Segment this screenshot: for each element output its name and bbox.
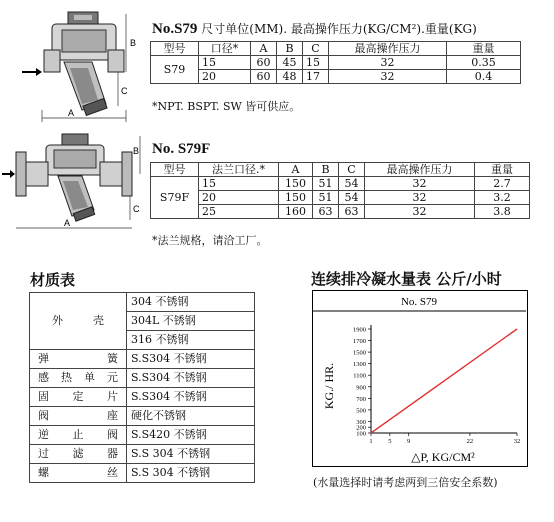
s79f-note: *法兰规格，请洽工厂。 (152, 234, 268, 247)
model-cell: S79 (151, 56, 199, 84)
table-cell: 17 (303, 70, 329, 84)
col-header: B (277, 42, 303, 56)
y-tick-label: 1700 (353, 338, 366, 346)
part-cell: 弹簧 (30, 350, 127, 369)
capacity-chart-box (312, 290, 528, 467)
table-cell: 63 (339, 205, 365, 219)
shell-label: 外壳 (30, 293, 127, 350)
dim-a-label-f: A (64, 218, 71, 228)
col-header: B (313, 163, 339, 177)
x-tick-label: 5 (388, 438, 392, 445)
y-tick-label: 700 (356, 395, 366, 403)
table-cell: 20 (199, 70, 251, 84)
table-row (151, 56, 521, 70)
s79-caption: 尺寸单位(MM). 最高操作压力(KG/CM²).重量(KG) (201, 22, 477, 36)
dim-b-label: B (130, 38, 137, 48)
table-row (151, 177, 530, 191)
table-cell: S.S 304 不锈钢 (127, 445, 255, 464)
dim-c-label: C (121, 86, 128, 96)
table-cell: 硬化不锈钢 (127, 407, 255, 426)
y-tick-label: 1100 (353, 372, 366, 380)
x-tick-label: 32 (513, 438, 521, 445)
y-tick-label: 500 (356, 407, 366, 415)
table-row (30, 445, 255, 464)
table-cell: S.S304 不锈钢 (127, 369, 255, 388)
table-header-row (151, 163, 530, 177)
table-cell: 51 (313, 177, 339, 191)
s79-note: *NPT. BSPT. SW 皆可供应。 (152, 100, 301, 113)
table-cell: 60 (251, 56, 277, 70)
dim-b-label-f: B (133, 146, 140, 156)
dim-c-label-f: C (133, 204, 140, 214)
part-cell: 过滤器 (30, 445, 127, 464)
table-row (30, 407, 255, 426)
table-row (30, 350, 255, 369)
table-cell: 15 (199, 56, 251, 70)
table-cell: 2.7 (475, 177, 530, 191)
col-header: 型号 (151, 42, 199, 56)
s79f-header (152, 141, 210, 158)
table-row (30, 388, 255, 407)
dim-a-label: A (68, 108, 75, 118)
y-tick-label: 1900 (353, 326, 366, 334)
table-row (30, 426, 255, 445)
col-header: C (303, 42, 329, 56)
table-cell: 3.8 (475, 205, 530, 219)
y-tick-label: 200 (356, 424, 366, 432)
table-cell: 15 (199, 177, 279, 191)
materials-table (29, 292, 255, 483)
s79f-model-title: No. S79F (152, 141, 211, 157)
part-cell: 固定片 (30, 388, 127, 407)
chart-title: No. S79 (400, 296, 438, 308)
s79-model-title: No.S79 (152, 21, 198, 37)
table-cell: 304L 不锈钢 (127, 312, 255, 331)
table-row (151, 70, 521, 84)
series-line (371, 329, 517, 433)
chart-xlabel: △P, KG/CM² (411, 450, 475, 464)
table-row (151, 205, 530, 219)
s79f-spec-table (150, 162, 530, 219)
table-cell: 20 (199, 191, 279, 205)
table-cell: 150 (279, 177, 313, 191)
table-cell: 32 (365, 205, 475, 219)
table-cell: S.S304 不锈钢 (127, 388, 255, 407)
y-tick-label: 1500 (353, 349, 366, 357)
table-cell: 0.35 (447, 56, 521, 70)
s79-drawing (22, 10, 147, 125)
y-tick-label: 100 (356, 430, 366, 438)
chart-ylabel: KG./ HR. (322, 362, 336, 410)
y-tick-label: 1300 (353, 361, 366, 369)
table-cell: 60 (251, 70, 277, 84)
model-cell: S79F (151, 177, 199, 219)
table-cell: 45 (277, 56, 303, 70)
part-cell: 阀座 (30, 407, 127, 426)
table-row (30, 369, 255, 388)
col-header: 口径* (199, 42, 251, 56)
table-cell: S.S 304 不锈钢 (127, 464, 255, 483)
table-cell: 304 不锈钢 (127, 293, 255, 312)
table-cell: 32 (329, 56, 447, 70)
table-cell: S.S420 不锈钢 (127, 426, 255, 445)
table-cell: 48 (277, 70, 303, 84)
table-cell: 32 (365, 177, 475, 191)
table-row (30, 464, 255, 483)
table-cell: 63 (313, 205, 339, 219)
col-header: C (339, 163, 365, 177)
x-tick-label: 1 (369, 438, 373, 445)
table-header-row (151, 42, 521, 56)
col-header: 最高操作压力 (329, 42, 447, 56)
part-cell: 感热单元 (30, 369, 127, 388)
table-row (30, 293, 255, 312)
materials-title: 材质表 (30, 271, 76, 289)
x-tick-label: 22 (466, 438, 474, 445)
y-tick-label: 300 (356, 418, 366, 426)
table-cell: 15 (303, 56, 329, 70)
part-cell: 螺丝 (30, 464, 127, 483)
capacity-footnote: (水量选择时请考虑两到三倍安全系数) (313, 476, 498, 489)
table-cell: 54 (339, 191, 365, 205)
col-header: 重量 (447, 42, 521, 56)
table-cell: 150 (279, 191, 313, 205)
table-cell: 32 (329, 70, 447, 84)
col-header: 最高操作压力 (365, 163, 475, 177)
s79-spec-table (150, 41, 521, 84)
table-cell: 0.4 (447, 70, 521, 84)
table-cell: S.S304 不锈钢 (127, 350, 255, 369)
table-row (151, 191, 530, 205)
col-header: 型号 (151, 163, 199, 177)
part-cell: 逆止阀 (30, 426, 127, 445)
x-tick-label: 9 (407, 438, 411, 445)
table-cell: 25 (199, 205, 279, 219)
col-header: A (279, 163, 313, 177)
capacity-title: 连续排冷凝水量表 公斤/小时 (311, 270, 502, 288)
table-cell: 54 (339, 177, 365, 191)
table-cell: 3.2 (475, 191, 530, 205)
s79-header (152, 20, 477, 38)
col-header: A (251, 42, 277, 56)
table-cell: 51 (313, 191, 339, 205)
y-tick-label: 900 (356, 384, 366, 392)
capacity-chart (313, 291, 526, 465)
col-header: 重量 (475, 163, 530, 177)
table-cell: 316 不锈钢 (127, 331, 255, 350)
table-cell: 160 (279, 205, 313, 219)
col-header: 法兰口径.* (199, 163, 279, 177)
table-cell: 32 (365, 191, 475, 205)
s79f-drawing (2, 132, 147, 232)
